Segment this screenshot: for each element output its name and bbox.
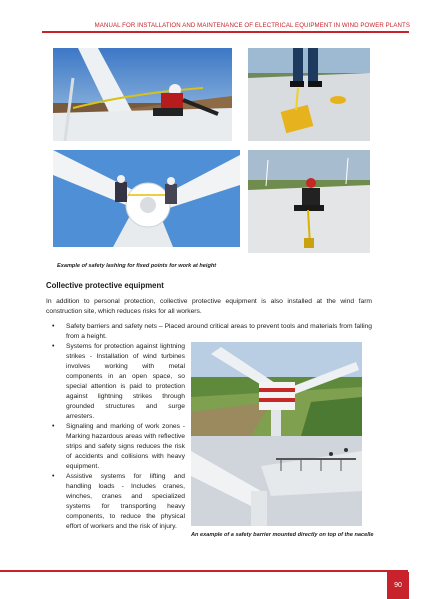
photo-aerial-nacelle-barrier [191,342,362,436]
list-item [50,342,185,422]
list-item [50,322,372,342]
bullet-dot: • [52,473,55,480]
bullet-list-narrow [50,342,185,532]
photo-anchor-point [248,48,370,141]
bullet-text: Safety barriers and safety nets – Placed around critical areas to prevent tools and materials from falling from a height. [66,323,372,340]
intro-paragraph: In addition to personal protection, collective protective equipment is also installed at the wind farm construction site, which reduces risks for all workers. [46,298,372,315]
bullet-dot: • [52,423,55,430]
photo-rotor-hub-workers [53,150,240,247]
photo-worker-on-blade [53,48,232,141]
page-number: 90 [387,572,409,599]
footer-rule [0,570,408,572]
figure-caption-side: An example of a safety barrier mounted directly on top of the nacelle [191,532,374,538]
figure-caption-top: Example of safety lashing for fixed points for work at height [57,263,217,269]
bullet-list-wide [50,322,372,342]
list-item [50,422,185,472]
bullet-dot: • [52,343,55,350]
bullet-text: Systems for protection against lightning strikes - Installation of wind turbines involves working with metal components in an open space, so special attention is paid to protection against lightning strikes through grounded structures and surge arresters. [66,343,185,420]
header-rule [42,31,409,33]
bullet-text: Signaling and marking of work zones - Marking hazardous areas with reflective strips and safety signs reduces the risk of accidents and collisions with heavy equipment. [66,423,185,470]
bullet-dot: • [52,323,55,330]
section-title: Collective protective equipment [46,281,164,290]
running-title: MANUAL FOR INSTALLATION AND MAINTENANCE OF ELECTRICAL EQUIPMENT IN WIND POWER PLANTS [94,22,410,29]
list-item [50,472,185,532]
bullet-text: Assistive systems for lifting and handling loads - Includes cranes, winches, cranes and specialized systems for transporting heavy components, to reduce the physical effort of workers and the risk of injury. [66,473,185,530]
photo-nacelle-railing [191,436,362,526]
photo-nacelle-worker [248,150,370,253]
